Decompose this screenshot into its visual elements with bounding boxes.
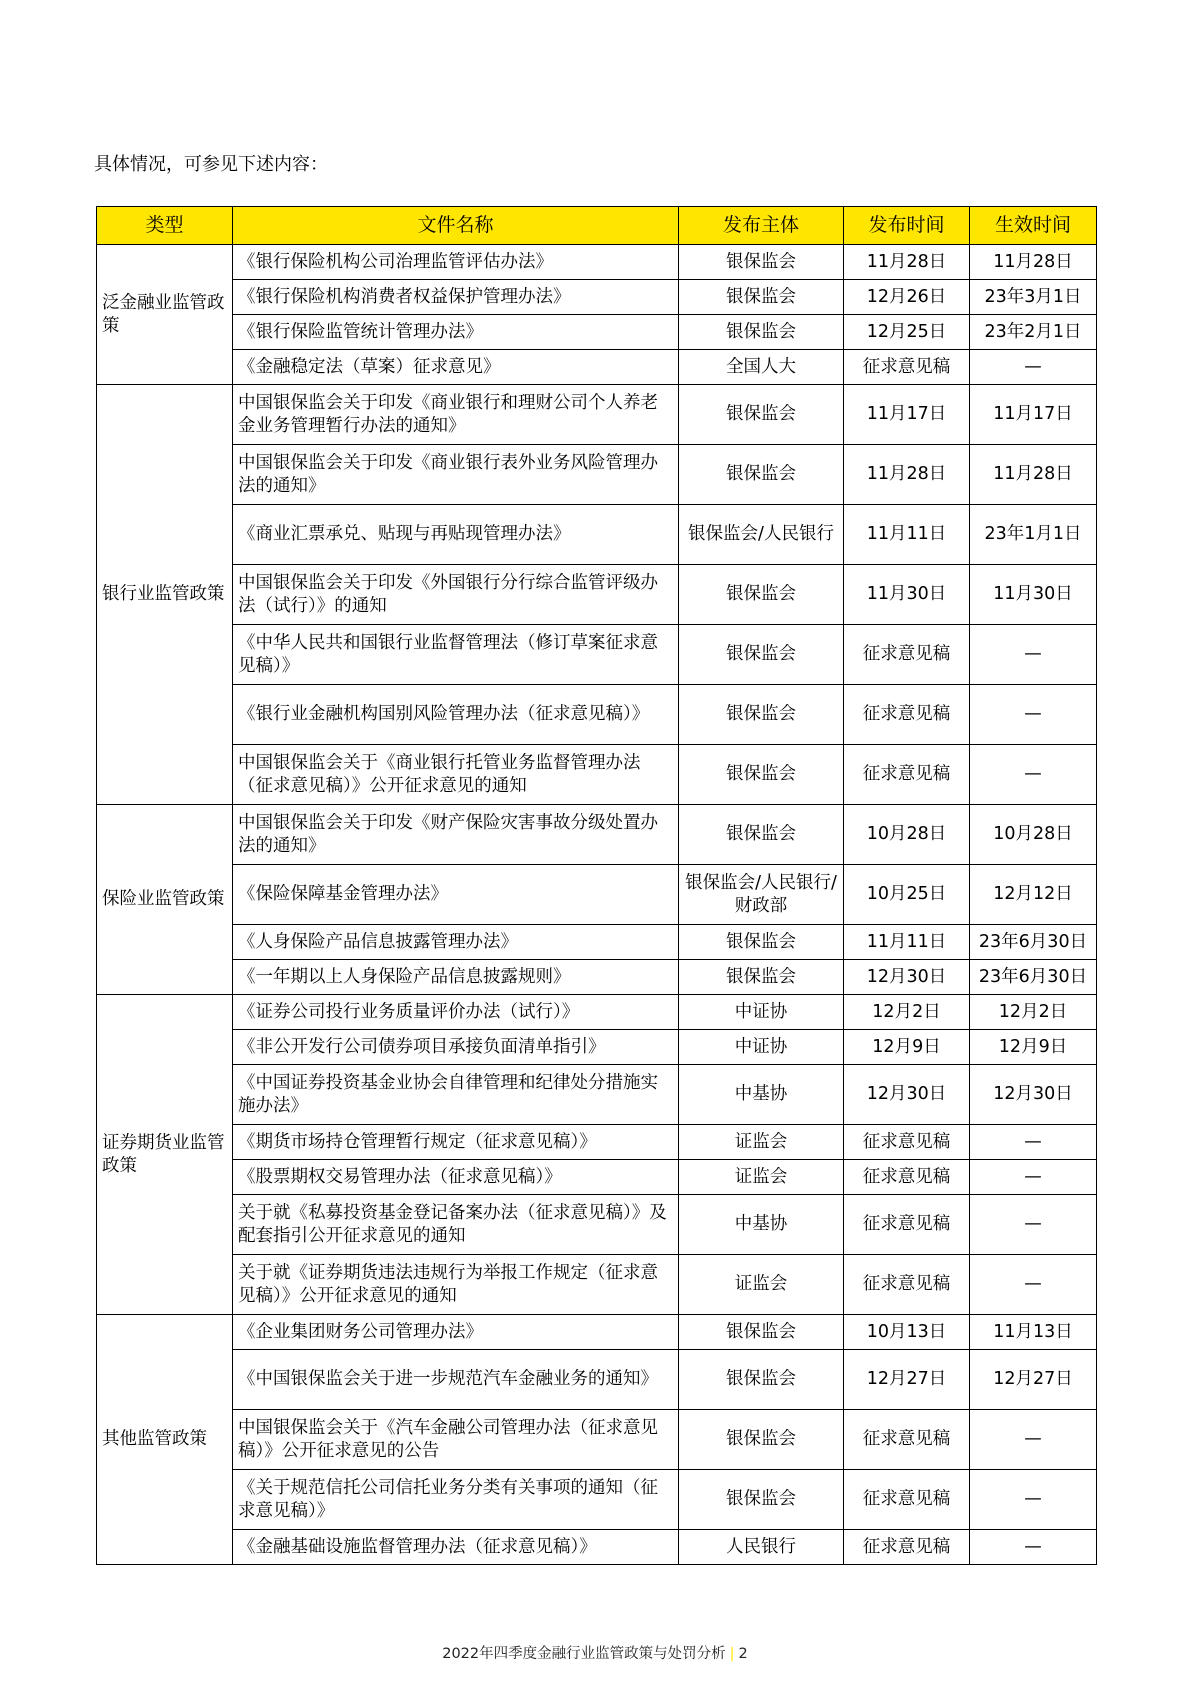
effective-date-cell: —	[970, 350, 1097, 385]
issuer-cell: 银保监会	[679, 685, 844, 745]
publish-date-cell: 征求意见稿	[844, 745, 970, 805]
publish-date-cell: 11月30日	[844, 565, 970, 625]
effective-date-cell: 11月17日	[970, 385, 1097, 445]
effective-date-cell: 12月9日	[970, 1030, 1097, 1065]
document-name-cell: 《金融基础设施监督管理办法（征求意见稿）》	[233, 1530, 679, 1565]
table-row	[97, 1255, 1097, 1315]
issuer-cell: 银保监会	[679, 625, 844, 685]
effective-date-cell: —	[970, 745, 1097, 805]
header-issuer: 发布主体	[679, 207, 844, 245]
publish-date-cell: 11月28日	[844, 245, 970, 280]
table-body	[97, 245, 1097, 1565]
table-row	[97, 995, 1097, 1030]
table-row	[97, 745, 1097, 805]
footer-title: 2022年四季度金融行业监管政策与处罚分析	[442, 1646, 726, 1662]
issuer-cell: 中证协	[679, 995, 844, 1030]
page-number: 2	[738, 1646, 748, 1662]
issuer-cell: 银保监会	[679, 925, 844, 960]
publish-date-cell: 征求意见稿	[844, 1470, 970, 1530]
table-row	[97, 565, 1097, 625]
publish-date-cell: 11月17日	[844, 385, 970, 445]
table-row	[97, 385, 1097, 445]
issuer-cell: 证监会	[679, 1125, 844, 1160]
table-row	[97, 1160, 1097, 1195]
effective-date-cell: 12月30日	[970, 1065, 1097, 1125]
document-name-cell: 《关于规范信托公司信托业务分类有关事项的通知（征求意见稿）》	[233, 1470, 679, 1530]
document-name-cell: 《银行保险机构公司治理监管评估办法》	[233, 245, 679, 280]
issuer-cell: 银保监会	[679, 565, 844, 625]
publish-date-cell: 11月28日	[844, 445, 970, 505]
effective-date-cell: 23年1月1日	[970, 505, 1097, 565]
table-row	[97, 1350, 1097, 1410]
table-header-row	[97, 207, 1097, 245]
document-name-cell: 《非公开发行公司债券项目承接负面清单指引》	[233, 1030, 679, 1065]
effective-date-cell: 12月12日	[970, 865, 1097, 925]
document-name-cell: 《期货市场持仓管理暂行规定（征求意见稿）》	[233, 1125, 679, 1160]
document-name-cell: 《金融稳定法（草案）征求意见》	[233, 350, 679, 385]
publish-date-cell: 11月11日	[844, 925, 970, 960]
publish-date-cell: 征求意见稿	[844, 1195, 970, 1255]
document-name-cell: 《银行保险机构消费者权益保护管理办法》	[233, 280, 679, 315]
publish-date-cell: 12月26日	[844, 280, 970, 315]
document-name-cell: 《中国银保监会关于进一步规范汽车金融业务的通知》	[233, 1350, 679, 1410]
issuer-cell: 证监会	[679, 1160, 844, 1195]
table-row	[97, 1030, 1097, 1065]
issuer-cell: 中基协	[679, 1065, 844, 1125]
table-row	[97, 1315, 1097, 1350]
document-name-cell: 中国银保监会关于《汽车金融公司管理办法（征求意见稿）》公开征求意见的公告	[233, 1410, 679, 1470]
issuer-cell: 银保监会	[679, 1315, 844, 1350]
table-row	[97, 1195, 1097, 1255]
header-document-name: 文件名称	[233, 207, 679, 245]
issuer-cell: 中证协	[679, 1030, 844, 1065]
footer-separator: |	[729, 1646, 735, 1662]
table-row	[97, 1125, 1097, 1160]
publish-date-cell: 征求意见稿	[844, 685, 970, 745]
document-name-cell: 中国银保监会关于《商业银行托管业务监督管理办法（征求意见稿）》公开征求意见的通知	[233, 745, 679, 805]
issuer-cell: 中基协	[679, 1195, 844, 1255]
document-name-cell: 《一年期以上人身保险产品信息披露规则》	[233, 960, 679, 995]
effective-date-cell: 23年2月1日	[970, 315, 1097, 350]
publish-date-cell: 10月28日	[844, 805, 970, 865]
document-name-cell: 《企业集团财务公司管理办法》	[233, 1315, 679, 1350]
document-name-cell: 中国银保监会关于印发《商业银行和理财公司个人养老金业务管理暂行办法的通知》	[233, 385, 679, 445]
table-row	[97, 865, 1097, 925]
effective-date-cell: 11月30日	[970, 565, 1097, 625]
publish-date-cell: 12月27日	[844, 1350, 970, 1410]
effective-date-cell: 12月27日	[970, 1350, 1097, 1410]
publish-date-cell: 12月2日	[844, 995, 970, 1030]
issuer-cell: 银保监会	[679, 385, 844, 445]
effective-date-cell: —	[970, 1530, 1097, 1565]
effective-date-cell: 23年6月30日	[970, 925, 1097, 960]
publish-date-cell: 征求意见稿	[844, 625, 970, 685]
table-row	[97, 280, 1097, 315]
category-cell: 其他监管政策	[97, 1315, 233, 1565]
table-row	[97, 1410, 1097, 1470]
page-footer	[0, 1642, 1190, 1663]
effective-date-cell: —	[970, 1160, 1097, 1195]
effective-date-cell: 10月28日	[970, 805, 1097, 865]
publish-date-cell: 11月11日	[844, 505, 970, 565]
publish-date-cell: 征求意见稿	[844, 1125, 970, 1160]
category-cell: 证券期货业监管政策	[97, 995, 233, 1315]
table-row	[97, 1530, 1097, 1565]
publish-date-cell: 征求意见稿	[844, 1255, 970, 1315]
header-publish-date: 发布时间	[844, 207, 970, 245]
effective-date-cell: 11月28日	[970, 445, 1097, 505]
category-cell: 保险业监管政策	[97, 805, 233, 995]
document-name-cell: 《股票期权交易管理办法（征求意见稿）》	[233, 1160, 679, 1195]
table-row	[97, 1065, 1097, 1125]
document-name-cell: 《保险保障基金管理办法》	[233, 865, 679, 925]
issuer-cell: 银保监会	[679, 1350, 844, 1410]
document-name-cell: 关于就《证券期货违法违规行为举报工作规定（征求意见稿）》公开征求意见的通知	[233, 1255, 679, 1315]
document-name-cell: 《银行保险监管统计管理办法》	[233, 315, 679, 350]
header-type: 类型	[97, 207, 233, 245]
effective-date-cell: —	[970, 685, 1097, 745]
publish-date-cell: 10月25日	[844, 865, 970, 925]
table-row	[97, 315, 1097, 350]
issuer-cell: 银保监会	[679, 245, 844, 280]
table-row	[97, 625, 1097, 685]
effective-date-cell: —	[970, 1195, 1097, 1255]
document-name-cell: 《人身保险产品信息披露管理办法》	[233, 925, 679, 960]
effective-date-cell: —	[970, 1470, 1097, 1530]
publish-date-cell: 12月30日	[844, 1065, 970, 1125]
table-row	[97, 925, 1097, 960]
publish-date-cell: 12月9日	[844, 1030, 970, 1065]
effective-date-cell: 23年6月30日	[970, 960, 1097, 995]
table-row	[97, 960, 1097, 995]
publish-date-cell: 征求意见稿	[844, 1410, 970, 1470]
regulation-table	[96, 206, 1097, 1565]
document-name-cell: 《证券公司投行业务质量评价办法（试行）》	[233, 995, 679, 1030]
intro-text: 具体情况，可参见下述内容：	[94, 154, 328, 175]
table-row	[97, 245, 1097, 280]
effective-date-cell: —	[970, 1255, 1097, 1315]
table-row	[97, 805, 1097, 865]
issuer-cell: 全国人大	[679, 350, 844, 385]
table-row	[97, 685, 1097, 745]
issuer-cell: 银保监会	[679, 805, 844, 865]
publish-date-cell: 征求意见稿	[844, 1160, 970, 1195]
header-effective-date: 生效时间	[970, 207, 1097, 245]
effective-date-cell: 11月28日	[970, 245, 1097, 280]
issuer-cell: 银保监会/人民银行	[679, 505, 844, 565]
category-cell: 泛金融业监管政策	[97, 245, 233, 385]
publish-date-cell: 12月25日	[844, 315, 970, 350]
document-name-cell: 中国银保监会关于印发《财产保险灾害事故分级处置办法的通知》	[233, 805, 679, 865]
table-row	[97, 505, 1097, 565]
issuer-cell: 银保监会	[679, 1410, 844, 1470]
effective-date-cell: 23年3月1日	[970, 280, 1097, 315]
document-name-cell: 中国银保监会关于印发《商业银行表外业务风险管理办法的通知》	[233, 445, 679, 505]
publish-date-cell: 10月13日	[844, 1315, 970, 1350]
effective-date-cell: 11月13日	[970, 1315, 1097, 1350]
issuer-cell: 银保监会	[679, 315, 844, 350]
table-row	[97, 445, 1097, 505]
issuer-cell: 银保监会	[679, 960, 844, 995]
publish-date-cell: 12月30日	[844, 960, 970, 995]
issuer-cell: 银保监会	[679, 1470, 844, 1530]
table-row	[97, 1470, 1097, 1530]
effective-date-cell: —	[970, 625, 1097, 685]
publish-date-cell: 征求意见稿	[844, 350, 970, 385]
document-name-cell: 《商业汇票承兑、贴现与再贴现管理办法》	[233, 505, 679, 565]
issuer-cell: 银保监会/人民银行/财政部	[679, 865, 844, 925]
issuer-cell: 银保监会	[679, 280, 844, 315]
issuer-cell: 人民银行	[679, 1530, 844, 1565]
issuer-cell: 银保监会	[679, 445, 844, 505]
document-name-cell: 《中华人民共和国银行业监督管理法（修订草案征求意见稿）》	[233, 625, 679, 685]
publish-date-cell: 征求意见稿	[844, 1530, 970, 1565]
effective-date-cell: 12月2日	[970, 995, 1097, 1030]
issuer-cell: 证监会	[679, 1255, 844, 1315]
document-name-cell: 《银行业金融机构国别风险管理办法（征求意见稿）》	[233, 685, 679, 745]
table-row	[97, 350, 1097, 385]
document-name-cell: 《中国证券投资基金业协会自律管理和纪律处分措施实施办法》	[233, 1065, 679, 1125]
issuer-cell: 银保监会	[679, 745, 844, 805]
effective-date-cell: —	[970, 1125, 1097, 1160]
category-cell: 银行业监管政策	[97, 385, 233, 805]
effective-date-cell: —	[970, 1410, 1097, 1470]
document-name-cell: 关于就《私募投资基金登记备案办法（征求意见稿）》及配套指引公开征求意见的通知	[233, 1195, 679, 1255]
document-name-cell: 中国银保监会关于印发《外国银行分行综合监管评级办法（试行）》的通知	[233, 565, 679, 625]
